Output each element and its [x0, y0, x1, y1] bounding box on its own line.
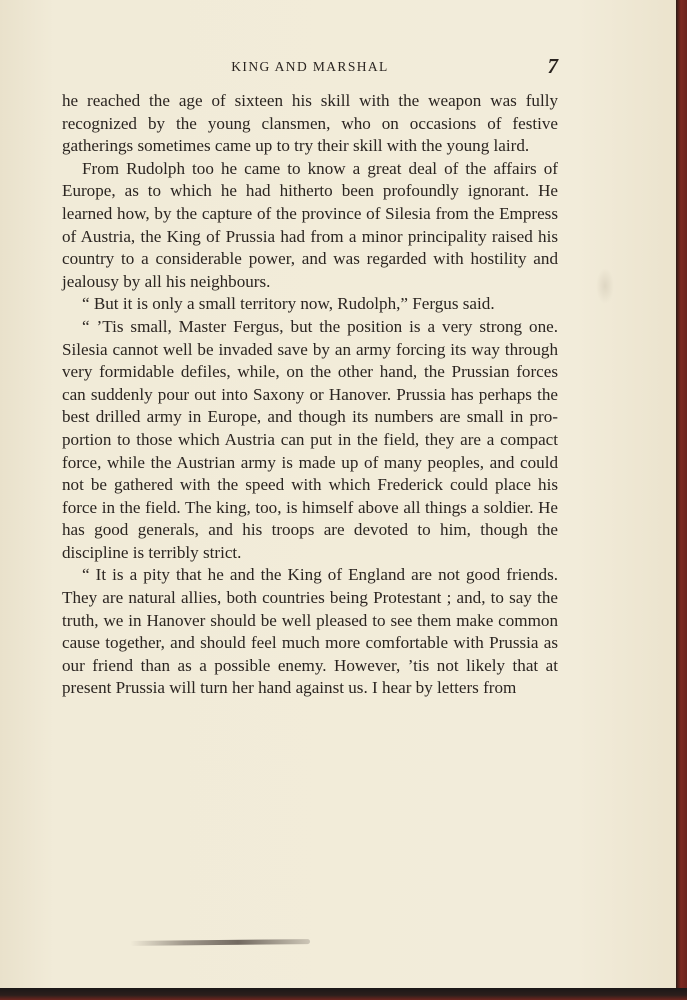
paragraph-3: “ But it is only a small territory now, Rudolph,” Fergus said. [82, 294, 495, 314]
running-head: KING AND MARSHAL [231, 59, 389, 74]
paragraph-5: “ It is a pity that he and the King of England are not good friends. They are natural allies, both countries being Protestant ; and, to say the truth, we in Hanover should be well pleased to see them make common cause together, and should feel much more comfortable with Prussia as our friend than as a possible enemy. However, ’tis not likely that at present Prussia will turn her hand against us. I hear by letters from [62, 565, 558, 698]
body-text [62, 90, 558, 700]
paragraph-4: “ ’Tis small, Master Fergus, but the position is a very strong one. Silesia cannot well be invaded save by an army forcing its way through very formidable defiles, while, on the other hand, the Prussian forces can suddenly pour out into Saxony or Hanover. Prussia has perhaps the best drilled army in Europe, and though its numbers are small in proportion to those which Austria can put in the field, they are a compact force, while the Austrian army is made up of many peoples, and could not be gathered with the speed with which Frederick could place his force in the field. The king, too, is himself above all things a soldier. He has good generals, and his troops are devoted to him, though the discipline is terribly strict. [62, 316, 558, 562]
paragraph-2: From Rudolph too he came to know a great deal of the affairs of Europe, as to which he had hitherto been profoundly ignorant. He learned how, by the capture of the province of Silesia from the Empress of Austria, the King of Prussia had from a minor principality raised his country to a considerable power, and was regarded with hostility and jealousy by all his neighbours. [62, 158, 558, 291]
book-cover-edge-right [676, 0, 687, 1000]
paragraph-1: he reached the age of sixteen his skill with the weapon was fully recognized by the young clansmen, who on occasions of festive gatherings sometimes came up to try their skill with the young laird. [62, 91, 558, 156]
ink-smudge [130, 939, 310, 946]
page-header [62, 56, 558, 80]
page-number: 7 [547, 54, 558, 78]
paper-stain [596, 268, 614, 304]
book-cover-edge-bottom [0, 988, 687, 1000]
